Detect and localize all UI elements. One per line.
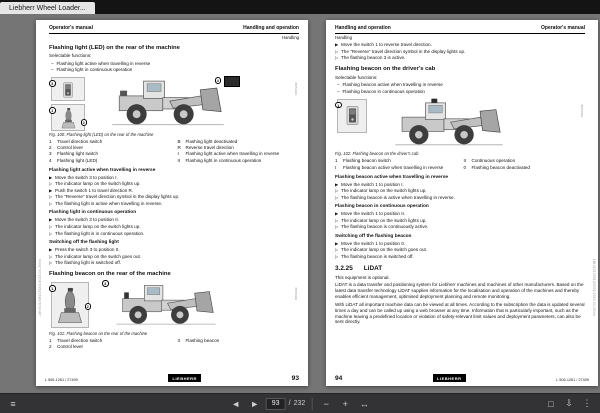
figure-marker: 1 (335, 102, 342, 109)
step-text: The flashing light is switched off. (55, 260, 122, 266)
lidat-section-number: 3.2.25 (335, 265, 353, 273)
figure-100-caption: Fig. 100: Flashing light (LED) on the rear of the machine (49, 131, 154, 137)
margin-code-vertical: LBH/10139813/0001/2013-04-29/en (592, 258, 596, 316)
legend-value: Flashing beacon (185, 337, 220, 343)
step-text: The "Reverse" travel direction symbol in the display lights up. (55, 194, 180, 200)
lidat-note: This equipment is optional. (335, 274, 390, 280)
legend-column (178, 139, 300, 164)
pdf-page-93 (36, 20, 308, 386)
legend-key: I (177, 151, 179, 157)
legend-value: Flashing beacon deactivated (471, 164, 530, 170)
page-93-content (49, 25, 299, 370)
bullet-item (51, 61, 299, 67)
legend-key: 1 (335, 158, 338, 164)
figure-102-images (335, 98, 585, 150)
step-bullet-icon: ▷ (49, 224, 53, 230)
figure-101-legend (49, 338, 299, 351)
download-button[interactable] (561, 396, 577, 412)
legend-row (464, 165, 586, 171)
legend-key: II (177, 157, 181, 163)
legend-key: 3 (177, 337, 181, 343)
legend-value: Flashing beacon active when travelling in reverse (343, 164, 444, 170)
legend-value: Travel direction switch (57, 337, 103, 343)
instruction-step (335, 195, 585, 201)
figure-marker: 3 (49, 80, 56, 87)
figure-marker: 1 (49, 107, 56, 114)
step-text: The flashing light is in continuous operation. (55, 230, 145, 236)
legend-row (178, 145, 300, 151)
page-count-separator: / (288, 400, 291, 407)
page-footer (45, 374, 299, 382)
legend-row (178, 139, 300, 145)
figure-100-controls (51, 77, 85, 131)
lidat-paragraph-1: LiDAT is a data transfer and positioning system for Liebherr machines and machines of other manufacturers. Based on the latest data transfer technology LiDAT supplies information for the localisation and operation of the machines and thereby enables efficient management, optimised deployment planning and remote monitoring. (335, 282, 584, 300)
sidebar-icon: ≡ (10, 398, 16, 409)
instruction-step (335, 254, 585, 260)
legend-row (49, 139, 171, 145)
legend-value: Flashing light (LED) (57, 157, 98, 163)
figure-100 (49, 76, 299, 137)
instruction-step (49, 254, 299, 260)
figure-side-code: 45053902 (294, 287, 298, 301)
step-text: The indicator lamp on the switch goes out. (55, 253, 142, 259)
bullet-item (337, 82, 585, 88)
machine-illustration-area (96, 280, 248, 328)
instruction-step (49, 175, 299, 181)
legend-row (49, 338, 171, 344)
instruction-step (335, 182, 585, 188)
subheading-beacon-reverse: Flashing beacon active when travelling in reverse (335, 174, 449, 180)
step-text: Press the switch 3 to position 0. (55, 247, 120, 253)
rocker-switch-icon (345, 104, 360, 127)
figure-marker: 1 (49, 285, 56, 292)
step-bullet-icon: ▷ (335, 48, 339, 54)
page-number: 94 (335, 375, 343, 382)
legend-value: Flashing light deactivated (185, 138, 238, 144)
step-text: The flashing beacon is continuously active. (341, 224, 429, 230)
bullet-item (337, 89, 585, 95)
toolbar-right-group (543, 396, 595, 412)
previous-page-button[interactable] (228, 396, 244, 412)
zoom-out-icon: − (323, 398, 329, 409)
instruction-step (335, 241, 585, 247)
step-text: The indicator lamp on the switch lights up. (55, 224, 141, 230)
step-text: The "Reverse" travel direction symbol in the display lights up. (341, 48, 466, 54)
step-bullet-icon: ▶ (49, 174, 53, 180)
step-text: Push the switch 1 to travel direction R. (55, 187, 134, 193)
pdf-page-94 (326, 20, 598, 386)
header-left: Operator's manual (49, 25, 93, 31)
legend-column (335, 158, 457, 171)
header-sub: Handling (335, 34, 352, 40)
legend-row (49, 158, 171, 164)
legend-key: 0 (463, 164, 467, 170)
more-options-button[interactable] (579, 396, 595, 412)
instruction-step (49, 188, 299, 194)
page-header (49, 25, 299, 34)
fullscreen-button[interactable] (543, 396, 559, 412)
led-detail-inset (224, 76, 240, 87)
figure-102-legend (335, 158, 585, 171)
bullet-text: – Flashing light active when travelling in reverse (56, 60, 151, 66)
instruction-step (49, 231, 299, 237)
step-text: The indicator lamp on the switch lights up. (341, 188, 427, 194)
step-text: Move the switch 1 to position I. (341, 181, 404, 187)
step-bullet-icon: ▷ (335, 194, 339, 200)
legend-column (178, 338, 300, 351)
step-text: Move the switch 1 to reverse travel direction. (341, 42, 432, 48)
tab-title: Liebherr Wheel Loader... (9, 4, 86, 12)
legend-row (178, 151, 300, 157)
page-count-total: 232 (293, 400, 306, 407)
liebherr-logo: LIEBHERR (433, 374, 466, 382)
legend-key: I (335, 164, 337, 170)
step-text: The flashing beacon is switched off. (341, 253, 414, 259)
step-bullet-icon: ▷ (335, 224, 339, 230)
step-bullet-icon: ▷ (335, 188, 339, 194)
figure-101-caption: Fig. 101: Flashing beacon on the rear of the machine (49, 330, 148, 336)
figure-marker: 2 (85, 303, 92, 310)
document-tab[interactable] (0, 2, 95, 14)
step-bullet-icon: ▶ (335, 181, 339, 187)
figure-side-code: 45053903 (580, 103, 584, 118)
fit-width-button[interactable] (356, 396, 372, 412)
more-options-icon: ⋮ (582, 398, 592, 408)
figure-100-images (49, 76, 299, 130)
legend-key: 2 (49, 145, 52, 151)
beacon-switch-image (337, 99, 367, 133)
legend-value: Control lever (57, 343, 84, 349)
step-bullet-icon: ▷ (49, 253, 53, 259)
lidat-heading (335, 265, 585, 272)
instruction-step (335, 188, 585, 194)
header-left: Handling and operation (335, 25, 391, 31)
rocker-switch-image (51, 77, 85, 101)
document-code: L 506-1261 / 27409 (556, 378, 589, 382)
lidat-paragraph-2: With LiDAT all important machine data can be viewed at all times. According to the subscription the data is updated several times a day and can be called up using a web browser at any time. Information that is particularly important, such as the machine leaving a predefined location or violation of safety-relevant limit values and deployment parameters, can also be sent directly. (335, 301, 585, 325)
download-icon: ⇩ (565, 398, 573, 408)
subheading-beacon-off: Switching off the flashing beacon (335, 233, 412, 239)
zoom-in-button[interactable] (337, 396, 353, 412)
legend-key: 3 (49, 151, 52, 157)
instruction-step (49, 217, 299, 223)
selectable-functions-label: Selectable functions: (49, 53, 92, 59)
page-header (335, 25, 585, 34)
legend-row (335, 165, 457, 171)
page-navigation (228, 394, 373, 413)
joystick-icon (57, 286, 83, 326)
step-text: The indicator lamp on the switch lights up. (341, 217, 427, 223)
legend-value: Flashing light in continuous operation (185, 157, 262, 163)
figure-102 (335, 98, 585, 157)
viewer-toolbar (0, 393, 600, 413)
instruction-step (49, 260, 299, 266)
page-number: 93 (291, 375, 299, 382)
next-page-button[interactable] (247, 396, 263, 412)
bullet-text: – Flashing beacon active when travelling in reverse (342, 82, 443, 88)
margin-code-vertical: LBH/10139813/0001/2013-04-29/en (38, 258, 42, 316)
legend-value: Flashing light switch (57, 151, 99, 157)
machine-illustration-area (374, 97, 526, 149)
wheel-loader-illustration (96, 280, 236, 328)
previous-page-icon: ◄ (231, 398, 241, 409)
figure-side-code: 45053901 (294, 82, 298, 96)
step-text: The flashing beacon is active when travelling in reverse. (341, 194, 455, 200)
legend-key: 4 (49, 157, 52, 163)
control-lever-image (51, 104, 85, 131)
step-bullet-icon: ▷ (335, 253, 339, 259)
figure-101-images (49, 281, 299, 329)
step-bullet-icon: ▷ (49, 201, 53, 206)
subheading-light-reverse: Flashing light active when travelling in reverse (49, 167, 156, 173)
legend-key: II (463, 158, 467, 164)
step-bullet-icon: ▶ (49, 247, 53, 253)
instruction-step (49, 224, 299, 230)
step-text: Move the switch 1 to position II. (341, 211, 406, 217)
legend-key: B (177, 138, 181, 144)
step-bullet-icon: ▶ (49, 217, 53, 223)
legend-row (178, 338, 300, 344)
page-number-input[interactable] (266, 398, 286, 410)
legend-key: 1 (49, 337, 52, 343)
figure-100-legend (49, 139, 299, 164)
legend-row (49, 151, 171, 157)
toolbar-divider (311, 398, 312, 410)
legend-value: Control lever (57, 145, 84, 151)
machine-illustration-area (92, 75, 244, 129)
joystick-icon (61, 107, 76, 130)
step-bullet-icon: ▷ (49, 194, 53, 200)
tab-bar (0, 0, 600, 14)
legend-value: Flashing light active when travelling in reverse (185, 151, 280, 157)
figure-marker: 3 (102, 280, 109, 287)
section-heading-beacon-cab: Flashing beacon on the driver's cab (335, 66, 436, 73)
control-lever-image (51, 282, 89, 328)
selectable-functions-label: Selectable functions: (335, 74, 378, 80)
instruction-step (335, 224, 585, 230)
instruction-step (335, 211, 585, 217)
legend-row (178, 158, 300, 164)
rocker-switch-icon (62, 81, 74, 99)
step-text: The flashing beacon 3 is active. (341, 55, 406, 61)
page-94-content (335, 25, 585, 370)
document-code: L 506-1261 / 27409 (45, 378, 78, 382)
legend-key: R (177, 145, 181, 151)
viewer-canvas (0, 14, 600, 393)
zoom-in-icon: + (342, 398, 348, 409)
liebherr-logo: LIEBHERR (168, 374, 201, 382)
header-right: Operator's manual (541, 25, 585, 31)
section-heading-beacon-rear: Flashing beacon on the rear of the machine (49, 270, 171, 277)
legend-row (49, 344, 171, 350)
section-heading-flashing-light: Flashing light (LED) on the rear of the machine (49, 44, 180, 51)
figure-101 (49, 281, 299, 336)
legend-row (464, 158, 586, 164)
step-text: Move the switch 3 to position II. (55, 217, 120, 223)
step-bullet-icon: ▶ (49, 187, 53, 193)
legend-value: Flashing beacon switch (343, 158, 391, 164)
step-bullet-icon: ▷ (335, 247, 339, 253)
bullet-item (51, 67, 299, 73)
legend-column (49, 338, 171, 351)
step-text: The flashing light is active when travelling in reverse. (55, 201, 163, 206)
subheading-beacon-continuous: Flashing beacon in continuous operation (335, 204, 429, 210)
legend-key: 1 (49, 138, 52, 144)
sidebar-toggle-button[interactable] (5, 396, 21, 412)
subheading-light-off: Switching off the flashing light (49, 239, 119, 245)
instruction-step (335, 247, 585, 253)
legend-column (464, 158, 586, 171)
legend-key: 2 (49, 343, 52, 349)
subheading-light-continuous: Flashing light in continuous operation (49, 210, 137, 216)
bullet-text: – Flashing beacon in continuous operation (342, 88, 425, 94)
step-bullet-icon: ▶ (335, 42, 339, 48)
header-right: Handling and operation (243, 25, 299, 31)
instruction-step (335, 55, 585, 61)
instruction-step (335, 49, 585, 55)
instruction-step (49, 194, 299, 200)
step-text: Move the switch 3 to position I. (55, 174, 118, 180)
legend-value: Travel direction switch (57, 138, 103, 144)
page-footer (335, 374, 589, 382)
header-sub: Handling (282, 34, 299, 40)
figure-marker: 4 (215, 77, 222, 84)
wheel-loader-illustration (92, 75, 244, 129)
fit-width-icon: ↔ (359, 398, 369, 409)
step-bullet-icon: ▷ (49, 260, 53, 266)
legend-value: Reverse travel direction (185, 145, 234, 151)
step-bullet-icon: ▷ (335, 55, 339, 61)
figure-marker: 2 (81, 119, 88, 126)
next-page-icon: ► (250, 398, 260, 409)
wheel-loader-illustration (374, 97, 524, 149)
bullet-text: – Flashing light in continuous operation (56, 67, 133, 73)
figure-102-caption: Fig. 102: Flashing beacon on the driver's cab (335, 151, 419, 157)
legend-column (49, 139, 171, 164)
step-bullet-icon: ▷ (49, 181, 53, 187)
step-text: The indicator lamp on the switch goes out. (341, 247, 428, 253)
instruction-step (49, 247, 299, 253)
fullscreen-icon: □ (548, 398, 554, 409)
step-bullet-icon: ▷ (335, 217, 339, 223)
instruction-step (335, 42, 585, 48)
legend-row (49, 145, 171, 151)
instruction-step (49, 181, 299, 187)
step-bullet-icon: ▶ (335, 240, 339, 246)
legend-row (335, 158, 457, 164)
instruction-step (335, 218, 585, 224)
legend-value: Continuous operation (471, 158, 516, 164)
lidat-section-title: LiDAT (363, 265, 383, 273)
step-text: The indicator lamp on the switch lights up. (55, 181, 141, 187)
step-bullet-icon: ▶ (335, 211, 339, 217)
step-text: Move the switch 1 to position 0. (341, 240, 406, 246)
zoom-out-button[interactable] (318, 396, 334, 412)
instruction-step (49, 201, 299, 207)
step-bullet-icon: ▷ (49, 230, 53, 236)
